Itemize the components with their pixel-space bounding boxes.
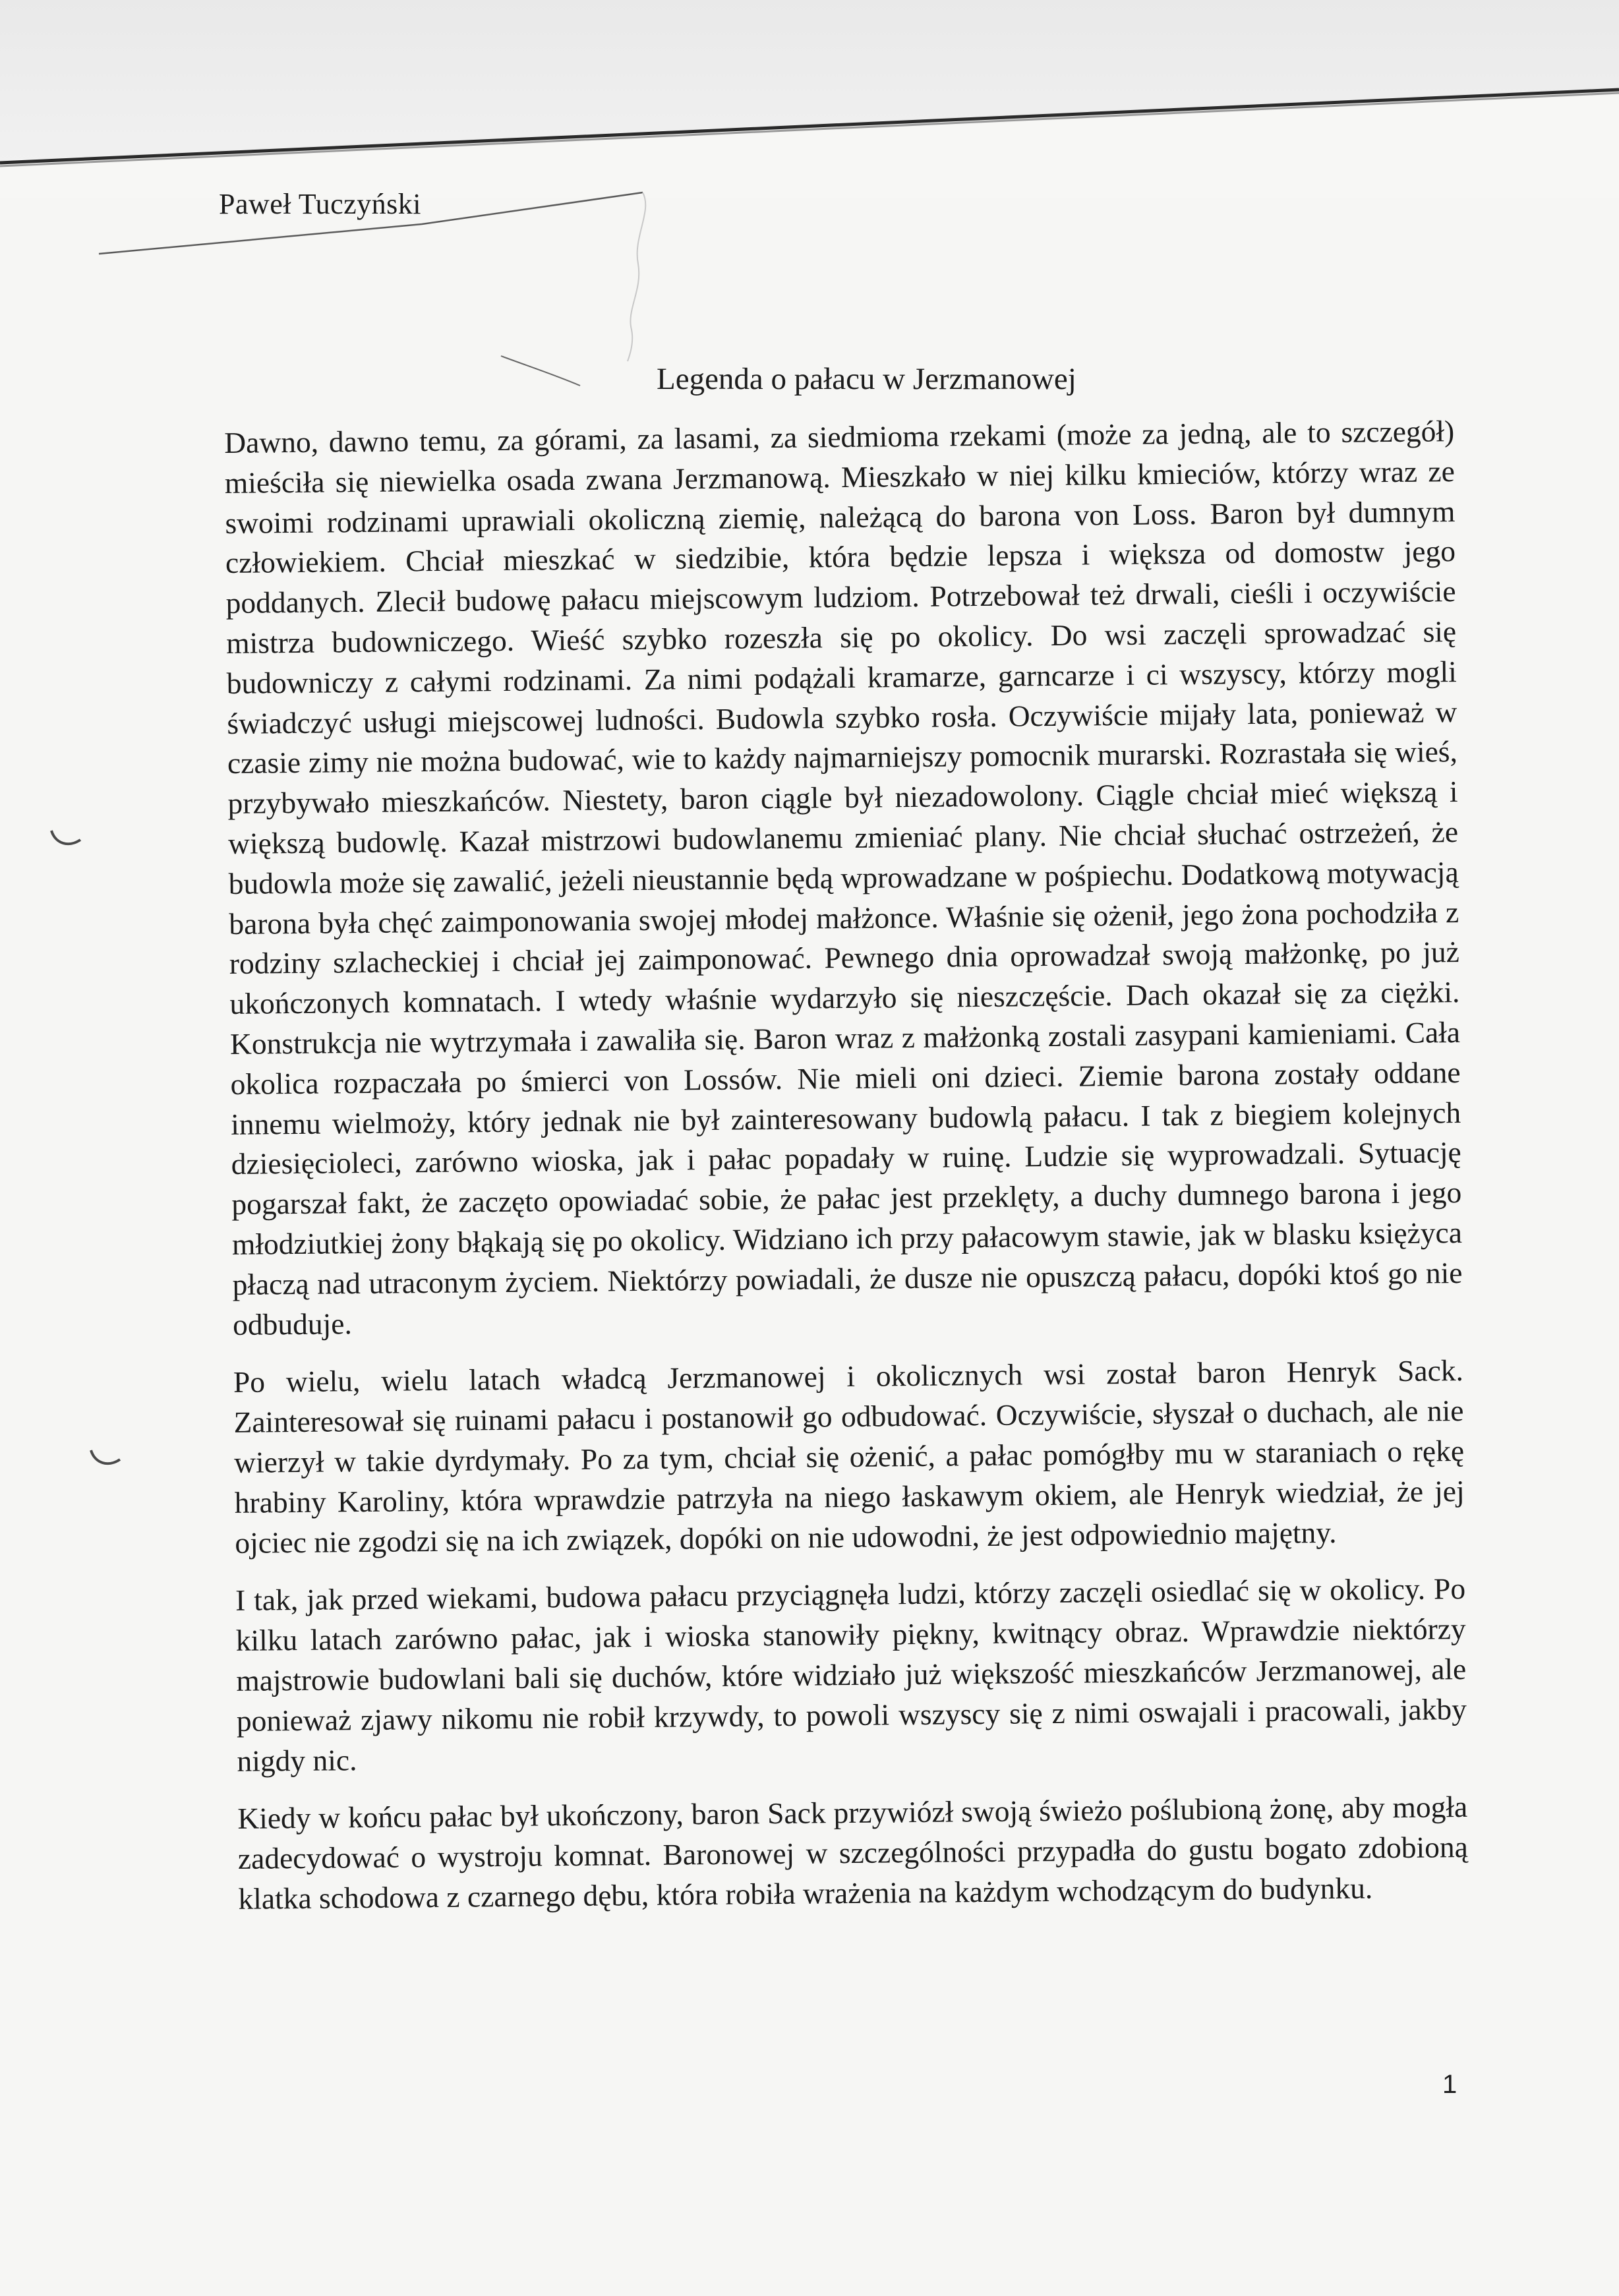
document-title: Legenda o pałacu w Jerzmanowej [657,362,1076,396]
page-number: 1 [1442,2070,1457,2099]
paragraph-3: I tak, jak przed wiekami, budowa pałacu przyciągnęła ludzi, którzy zaczęli osiedlać się w okolicy. Po kilku latach zarówno pałac, jak i wioska stanowiły piękny, kwitnący obraz. Wprawdzie niektórzy majstrowie budowlani bali się duchów, które widziało już większość mieszkańców Jerzmanowej, ale ponieważ zjawy nikomu nie robił krzywdy, to powoli wszyscy się z nimi oswajali i pracowali, jakby nigdy nic. [235,1572,1467,1778]
paragraph-2: Po wielu, wielu latach władcą Jerzmanowej i okolicznych wsi został baron Henryk Sack. Zainteresował się ruinami pałacu i postanowił go odbudować. Oczywiście, słyszał o duchach, ale nie wierzył w takie dyrdymały. Po za tym, chciał się ożenić, a pałac pomógłby mu w staraniach o rękę hrabiny Karoliny, która wprawdzie patrzyła na niego łaskawym okiem, ale Henryk wiedział, że jej ojciec nie zgodzi się na ich związek, dopóki on nie udowodni, że jest odpowiednio majętny. [233,1353,1465,1560]
body-text [224,411,1469,1937]
paragraph-4: Kiedy w końcu pałac był ukończony, baron Sack przywiózł swoją świeżo poślubioną żonę, aby mogła zadecydować o wystroju komnat. Baronowej w szczególności przypadła do gustu bogato zdobioną klatka schodowa z czarnego dębu, która robiła wrażenia na każdym wchodzącym do budynku. [237,1790,1469,1916]
paragraph-1: Dawno, dawno temu, za górami, za lasami, za siedmioma rzekami (może za jedną, ale to szczegół) mieściła się niewielka osada zwana Jerzmanową. Mieszkało w niej kilku kmieciów, którzy wraz ze swoimi rodzinami uprawiali okoliczną ziemię, należącą do barona von Loss. Baron był dumnym człowiekiem. Chciał mieszkać w siedzibie, która będzie lepsza i większa od domostw jego poddanych. Zlecił budowę pałacu miejscowym ludziom. Potrzebował też drwali, cieśli i oczywiście mistrza budowniczego. Wieść szybko rozeszła się po okolicy. Do wsi zaczęli sprowadzać się budowniczy z całymi rodzinami. Za nimi podążali kramarze, garncarze i ci wszyscy, którzy mogli świadczyć usługi miejscowej ludności. Budowla szybko rosła. Oczywiście mijały lata, ponieważ w czasie zimy nie można budować, wie to każdy najmarniejszy pomocnik murarski. Rozrastała się wieś, przybywało mieszkańców. Niestety, baron ciągle był niezadowolony. Ciągle chciał mieć większą i większą budowlę. Kazał mistrzowi budowlanemu zmieniać plany. Nie chciał słuchać ostrzeżeń, że budowla może się zawalić, jeżeli nieustannie będą wprowadzane w pośpiechu. Dodatkową motywacją barona była chęć zaimponowania swojej młodej małżonce. Właśnie się ożenił, jego żona pochodziła z rodziny szlacheckiej i chciał jej zaimponować. Pewnego dnia oprowadzał swoją małżonkę, po już ukończonych komnatach. I wtedy właśnie wydarzyło się nieszczęście. Dach okazał się za ciężki. Konstrukcja nie wytrzymała i zawaliła się. Baron wraz z małżonką zostali zasypani kamieniami. Cała okolica rozpaczała po śmierci von Lossów. Nie mieli oni dzieci. Ziemie barona zostały oddane innemu wielmoży, który jednak nie był zainteresowany budowlą pałacu. I tak z biegiem kolejnych dziesięcioleci, zarówno wioska, jak i pałac popadały w ruinę. Ludzie się wyprowadzali. Sytuację pogarszał fakt, że zaczęto opowiadać sobie, że pałac jest przeklęty, a duchy dumnego barona i jego młodziutkiej żony błąkają się po okolicy. Widziano ich przy pałacowym stawie, jak w blasku księżyca płaczą nad utraconym życiem. Niektórzy powiadali, że dusze nie opuszczą pałacu, dopóki ktoś go nie odbuduje. [224,414,1463,1341]
author-name: Paweł Tuczyński [219,188,421,220]
punch-hole-top [46,817,86,857]
punch-hole-bottom [86,1437,125,1477]
